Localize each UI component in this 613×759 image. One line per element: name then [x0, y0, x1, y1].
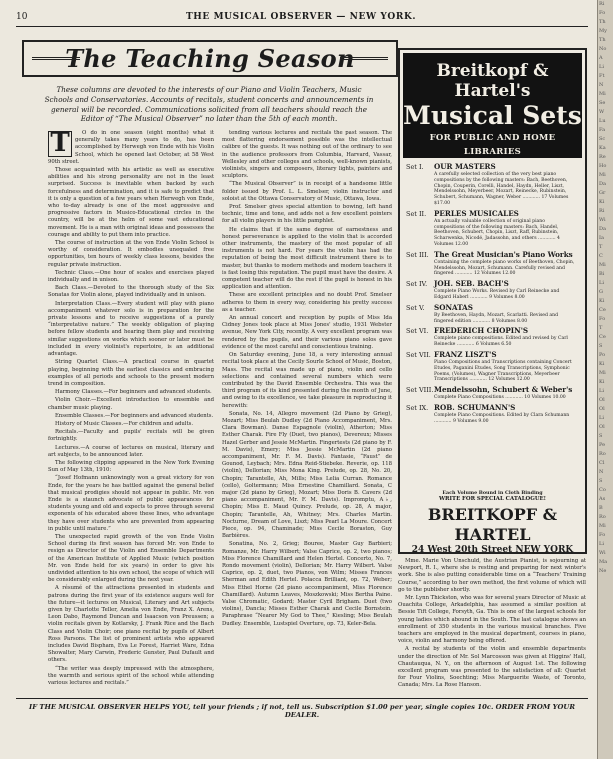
edge-fragment: Se — [599, 100, 606, 106]
edge-fragment: T — [599, 244, 603, 250]
edge-fragment: Wi — [599, 550, 606, 556]
ad-set-number: Set IX. — [406, 403, 429, 412]
edge-fragment: S — [599, 343, 603, 349]
edge-fragment: Mi — [599, 523, 606, 529]
facing-page-edge — [597, 0, 613, 759]
edge-fragment: Th — [599, 19, 606, 25]
section-intro: These columns are devoted to the interests of our Piano and Violin Teachers, Music Schools and Conservatories. Accounts of recitals, student concerts and announcements in general will be recorded. Communications solicited from all teachers should reach the Editor of “The Musical Observer” no later than the 5th of each month. — [44, 85, 374, 124]
paragraph: The unexpected rapid growth of the von Ende Violin School during its first season has forced Mr. von Ende to resign as Director of the Violin and Ensemble Departments of the American Institute of Applied Music (which position Mr. von Ende held for six years) in order to give his undivided attention to his own school, the scope of which will be considerably enlarged during the next year. — [48, 533, 214, 584]
ad-set-number: Set II. — [406, 209, 427, 218]
ad-set-heading — [406, 403, 579, 413]
ad-set-name: PERLES MUSICALES — [434, 208, 519, 218]
edge-fragment: Mi — [599, 91, 606, 97]
edge-fragment: Pe — [599, 442, 606, 448]
edge-fragment: Li — [599, 415, 604, 421]
paragraph: Recitals.—Faculty and pupils' recitals will be given fortnightly. — [48, 429, 214, 443]
edge-fragment: G — [599, 289, 603, 295]
paragraph: “Josef Hofmann unknowingly won a great victory for von Ende, for the years he has battled against the general belief that musical prodigies should not appear in public. Mr. von Ende is a staunch advocate of public appearances for students young and old and expects to prove through several exponents of his educated above these lines, who advantage they have over students who are prevented from appearing in public until mature.” — [48, 475, 214, 532]
ad-set-heading — [406, 162, 579, 172]
edge-fragment: Sc — [599, 136, 606, 142]
ad-set-number: Set III. — [406, 250, 429, 259]
edge-fragment: Ki — [599, 379, 605, 385]
ad-set-item — [406, 250, 579, 277]
ad-set-item — [406, 162, 579, 207]
page-number: 10 — [16, 12, 28, 22]
edge-fragment: Gr — [599, 190, 606, 196]
ad-headline: Musical Sets — [403, 101, 582, 130]
edge-fragment: Mi — [599, 370, 606, 376]
edge-fragment: Lu — [599, 118, 606, 124]
ad-set-description: By Beethoven, Haydn, Mozart, Scarlatti. Revised and fingered edition ............ 8 Volumes 8.00 — [434, 312, 559, 324]
edge-fragment: Ki — [599, 361, 605, 367]
ad-set-description: Complete Piano Works. Revised by Carl Reinecke and Edgard Haberl ............ 9 Volumes 8.00 — [434, 289, 560, 300]
paragraph: History of Music Classes.—For children and adults. — [55, 420, 194, 427]
edge-fragment: Cl — [599, 460, 605, 466]
ad-set-item — [406, 303, 579, 325]
edge-fragment: Ne — [599, 568, 607, 574]
paragraph: Interpretation Class.—Every student will play with piano accompaniment whatever solo is in preparation for the private lessons and to receive suggestions of a purely “interpretative nature.” The weekly obligation of playing before fellow students and hearing them play and receiving similar suggestions on works which sooner or later must be included in every violinist's repertoire, is an additional advantage. — [48, 300, 214, 358]
ad-publisher: BREITKOPF & HARTEL — [427, 505, 558, 544]
ad-set-list — [406, 162, 579, 427]
edge-fragment: Re — [599, 154, 606, 160]
paragraph: Mr. Lynn Thickston, who was for several years Director of Music at Ouachita College, Arkadelphia, has assumed a similar position at Bessie Tift College, Forsyth, Ga. This is one of the largest schools for young ladies which abound in the South. The last catalogue shows an enrollment of 350 students in the various musical branches. Five teachers are employed in the musical department, courses in piano, voice, violin and harmony being offered. — [398, 595, 586, 645]
paragraph: Prof. Smelser gives special attention to bowing, left hand technic, time and tone, and adds not a few excellent pointers for all violin players in his little pamphlet. — [222, 204, 392, 225]
ad-set-number: Set V. — [406, 303, 425, 312]
ad-set-name: FRANZ LISZT'S — [434, 349, 497, 359]
ad-binding-note: Each Volume Bound in Cloth Binding — [442, 490, 543, 496]
paragraph: Lectures.—A course of lectures on musical, literary and art subjects, to be announced later. — [48, 444, 214, 458]
edge-fragment: A — [599, 55, 603, 61]
edge-fragment: Bi — [599, 271, 605, 277]
edge-fragment: T — [599, 325, 603, 331]
section-title: The Teaching Season — [22, 40, 398, 77]
ad-set-description: Complete Piano Compositions ............ 10 Volumes 10.00 — [434, 395, 566, 401]
edge-fragment: Ce — [599, 307, 606, 313]
ad-address: 24 West 20th Street NEW YORK — [411, 545, 574, 555]
edge-fragment: S — [599, 433, 603, 439]
edge-fragment: Ki — [599, 199, 605, 205]
edge-fragment: Wi — [599, 217, 606, 223]
edge-fragment: Li — [599, 280, 604, 286]
paragraph: On Saturday evening, June 18, a very interesting annual recital took place at the Cecily Sourle School of Music, Boston, Mass. The recital was made up of piano, violin and cello selections and contained several numbers which were contributed by the David Ensemble Orchestra. This was the third program of its kind presented during the month of June, and owing to its excellence, we take pleasure in reproducing it herewith: — [222, 352, 392, 409]
ad-set-item — [406, 385, 579, 401]
edge-fragment: My — [599, 28, 607, 34]
edge-fragment: Ce — [599, 334, 606, 340]
ad-publisher-name: Breitkopf & Hartel's — [436, 61, 549, 101]
paragraph: The course of instruction at the von Ende Violin School is worthy of consideration. It embodies unequaled free opportunities, ten hours of weekly class lessons, besides the regular private instruction. — [48, 240, 214, 268]
drop-cap: T — [48, 131, 72, 157]
ad-set-name: ROB. SCHUMANN'S — [434, 402, 516, 412]
ad-set-description: A carefully selected collection of the very best piano compositions by the following masters: Bach, Beethoven, Chopin, Couperin, Corelli, Handel, Haydn, Heller, Liszt, Mendelssohn, Meyerbeer, Mozart, Reinecke, Rubinstein, Schubert, Schumann, Wagner, Weber ............ 17 Volumes $17.00 — [434, 172, 569, 206]
paragraph: He claims that if the same degree of earnestness and honest perseverance is applied to the violin that is accorded other instruments, the mastery of the most popular of all instruments is not hard. For years the violin has had the reputation of being the most difficult instrument there is to master, but thanks to modern methods and modern teachers it is fast losing this reputation. The pupil must have the desire. A competent teacher will do the rest if the pupil is honest in his application and attention. — [222, 226, 392, 291]
edge-fragment: Th — [599, 37, 606, 43]
edge-fragment: B — [599, 505, 603, 511]
page-footer: IF THE MUSICAL OBSERVER HELPS YOU, tell your friends ; if not, tell us. Subscription $1.00 per year, single copies 10c. ORDER FROM YOUR DEALER. — [29, 703, 575, 719]
ad-set-number: Set IV. — [406, 280, 428, 289]
footer-rule — [16, 698, 588, 699]
ad-set-heading — [406, 279, 579, 289]
breitkopf-advertisement — [398, 48, 587, 554]
paragraph: A résumé of the attractions presented in students and patrons during the first year of its existence augurs well for the future—it lectures on Musical, Literary and Art subjects given by Charlotte Teller, Amelia von Ende, Franz X. Arens, Leon Dabo, Raymond Duncan and Isaacson von Preussen; a violin recitals given by Kotlarsky, J. Frank Rice and the Bach Class and Violin Choir; one piano recital by pupils of Albert Ross Parsons. The list of prominent artists who appeared includes David Bispham, Eva Le Forest, Harriet Ware, Edna Showalter, Mary Carwin, Frederic Gunster, Paul Dufault and others. — [48, 585, 214, 664]
edge-fragment: Mi — [599, 172, 606, 178]
ad-set-heading — [406, 209, 579, 219]
header-rule — [16, 26, 588, 27]
paragraph: String Quartet Class.—A practical course in quartet playing, beginning with the earliest classics and embracing examples of all periods and schools to the present modern trend in composition. — [48, 359, 214, 387]
edge-fragment: Ft — [599, 73, 605, 79]
ad-set-item — [406, 403, 579, 425]
paragraph: The following clipping appeared in the New York Evening Sun of May 13th, 1910: — [48, 459, 214, 474]
ad-set-number: Set VI. — [406, 327, 429, 336]
ad-set-description: Complete piano compositions. Edited and revised by Carl Reinecke ............ 6 Volumes 6.50 — [434, 336, 568, 348]
ad-set-item — [406, 279, 579, 301]
edge-fragment: Da — [599, 181, 606, 187]
ad-set-description: An actually valuable collection of original piano compositions of the following masters: Bach, Handel, Beethoven, Schubert, Chopin, Liszt, Raff, Rubinstein, Scharwenka, Nicodé, Jadassohn, and others ............ 4 Volumes 12.00 — [434, 218, 560, 247]
article-column-1 — [48, 130, 214, 695]
ad-set-heading — [406, 350, 579, 360]
edge-fragment: W — [599, 109, 605, 115]
edge-fragment: Li — [599, 388, 604, 394]
ad-set-item — [406, 350, 579, 383]
magazine-title: THE MUSICAL OBSERVER — NEW YORK. — [186, 12, 417, 22]
ad-set-description: Containing the complete piano works of Beethoven, Chopin, Mendelssohn, Mozart, Schumann. Carefully revised and fingered ............ 12 Volumes 12.00 — [434, 259, 575, 277]
edge-fragment: Fo — [599, 10, 606, 16]
edge-fragment: Ri — [599, 1, 605, 7]
edge-fragment: No — [599, 46, 607, 52]
ad-set-heading — [406, 303, 579, 313]
edge-fragment: Ol — [599, 424, 605, 430]
paragraph: Violin Choir.—Excellent introduction to ensemble and chamber music playing. — [48, 397, 214, 411]
paragraph: Harmony Classes.—For beginners and advanced students. — [55, 389, 212, 396]
ad-set-item — [406, 326, 579, 348]
article-column-3 — [398, 558, 586, 695]
edge-fragment: Ho — [599, 163, 607, 169]
edge-fragment: Ki — [599, 298, 605, 304]
edge-fragment: Co — [599, 487, 606, 493]
paragraph: An annual concert and reception by pupils of Miss Ida Cidney Jones took place at Miss Jones' studio, 1931 Webster avenue, New York City, recently. A very excellent program was rendered by the pupils, and their various piano solos gave evidence of the most careful and conscientious training. — [222, 315, 392, 350]
paragraph: Sonata, No. 14, Allegro movement (2d Piano by Grieg), Mozart; Miss Beulah Dudley (2d Piano Accompaniment, Mrs. Clara Bowman). Danse Espagnole (violin), Atherton; Miss Esther Charak. Fire Fly (Duet, two pianos), Devereux; Misses Hazel Gerber and Jessie McMartin. Fingertests (2d piano by F. M. Davis), Emery; Miss Jessie McMartin (2d piano accompaniment, Mr. F. M. Davis). Fantasie, “Faust” de Gounod, Leybach; Mrs. Edna Reid-Stiebeke. Reverie, op. 118 (violin), Dellorian; Miss Mona King. Prelude, op. 28, No. 20, Chopin; Tarantelle, Ah, Mills; Miss Lelia Curran. Romance (cello), Goltermann; Miss Ernestine Chamillard. Sonata, C major (2d piano by Grieg), Mozart; Miss Doris B. Cavers (2d piano accompaniment, Mr. F. M. Davis). Impromptu, A♭, Chopin; Miss E. Maud Quincy. Prelude, op. 28, A major, Chopin; Tarantelle, Ah, Whitney; Mrs. Charles Martin. Nocturne, Dream of Love, Liszt; Miss Pearl La Moure. Concert Piece, op. 94, Chaminade; Miss Cecile Boraston, Guy Barbières. — [222, 410, 392, 540]
edge-fragment: Mi — [599, 262, 606, 268]
edge-fragment: Ro — [599, 451, 606, 457]
edge-fragment: Ol — [599, 397, 605, 403]
edge-fragment: N — [599, 82, 604, 88]
paragraph: Those acquainted with his artistic as well as executive abilities and his strong personality are not in the least surprised. Success is inevitable when backed by such forcefulness and determination, and it is safe to predict that it is only a question of a few years when Herwegh von Ende, who to-day already is one of the most aggressive and progressive factors in Musico-Educational circles in the country, will be at the helm of some vast educational movement. He is a man with original ideas and possesses the courage and ability to put them into practice. — [48, 167, 214, 238]
paragraph: “The Musical Observer” is in receipt of a handsome little folder issued by Prof. L. L. Smelser, violin instructor and soloist at the Ottawa Conservatory of Music, Ottawa, Iowa. — [222, 181, 392, 202]
paragraph: Bach Class.—Devoted to the thorough study of the Six Sonatas for Violin alone, played individually and in unison. — [48, 285, 214, 299]
edge-fragment: Fa — [599, 127, 606, 133]
ad-set-description: Piano Compositions and Transcriptions containing Concert Etudes, Paganini Etudes, Song Transcriptions, Symphonic Poems, (Volumes), Wagner Transcriptions, Meyerbeer Transcriptions ............ 12 Volumes 12.00 — [434, 359, 572, 383]
ad-set-item — [406, 209, 579, 248]
paragraph: Sonatina, No. 2, Grieg; Bouree, Master Guy Barbieri; Romanze, Mr. Harry Wilbert; Valse Caprice, op. 2, two pianos; Miss Florence Chamillard and Helen Hertel. Concerto, No. 7, Rondo movement (violin), Dellorian; Mr. Harry Wilbert. Valse Caprice, op. 2, duet, two Pianos, von Wilm; Misses Frances Sherman and Edith Hertel. Polacca Brilliant, op. 72, Weber; Miss Ethel Horne (2d piano accompaniment, Miss Florence Chamillard). Autumn Leaves, Moszkowski; Miss Bertha Paine. Valse Chromatic, Godard; Master Cyril Brigham. Duet (two violins), Dancla; Misses Esther Charak and Cecile Bornstein. Paraphrase “Nearer My God to Thee,” Kiesling; Miss Beulah Dudley. Ensemble, Lustspiel Overture, op. 73, Keler-Bela. — [222, 541, 392, 627]
edge-fragment: Li — [599, 541, 604, 547]
edge-fragment: Ro — [599, 514, 606, 520]
ad-set-heading — [406, 250, 579, 260]
ad-set-number: Set VII. — [406, 350, 431, 359]
ad-set-number: Set I. — [406, 163, 424, 171]
paragraph: “The writer was deeply impressed with the atmosphere, the warmth and serious spirit of the school while attending various lectures and recitals.” — [48, 665, 214, 687]
paragraph: O do in one season (eight months) what it generally takes many years to do, has been accomplished by Herwegh von Ende with his Violin School, which he opened last October, at 58 West 90th street. — [48, 130, 214, 165]
ad-set-name: Mendelssohn, Schubert & Weber's — [434, 385, 573, 395]
edge-fragment: Da — [599, 226, 606, 232]
ad-footer — [406, 490, 579, 556]
ad-banner — [403, 53, 582, 158]
edge-fragment: N — [599, 469, 604, 475]
paragraph: Mme. Marie Von Unschuld, the Austrian Pianist, is sojourning at Newport, R. I., where she is resting and preparing for next winter's work. She is also putting considerable time on a “Teachers' Training Course,” according to her own method, the first volume of which will go to the publisher shortly. — [398, 558, 586, 593]
edge-fragment: Ia — [599, 235, 604, 241]
edge-fragment: Po — [599, 352, 606, 358]
ad-set-description: Complete Piano Compositions. Edited by Clara Schumann ............ 9 Volumes 9.00 — [434, 412, 570, 424]
article-column-2 — [222, 130, 392, 695]
paragraph: Technic Class.—One hour of scales and exercises played individually and in unison. — [48, 269, 214, 284]
ad-set-name: OUR MASTERS — [434, 162, 496, 171]
ad-set-name: JOH. SEB. BACH'S — [434, 279, 509, 289]
ad-set-name: FREDERICH CHOPIN'S — [434, 326, 529, 336]
edge-fragment: Ma — [599, 559, 608, 565]
ad-set-name: The Great Musician's Piano Works — [434, 249, 573, 259]
edge-fragment: Ol — [599, 406, 605, 412]
ad-set-name: SONATAS — [434, 302, 473, 312]
paragraph: Ensemble Classes.—For beginners and advanced students. — [55, 412, 214, 419]
ad-set-heading — [406, 385, 579, 395]
ad-set-number: Set VIII. — [406, 386, 434, 395]
edge-fragment: As — [599, 496, 606, 502]
ad-subheadline: FOR PUBLIC AND HOME LIBRARIES — [429, 133, 556, 157]
edge-fragment: Li — [599, 64, 604, 70]
edge-fragment: S — [599, 478, 603, 484]
edge-fragment: Ri — [599, 208, 605, 214]
ad-set-heading — [406, 326, 579, 336]
edge-fragment: Ka — [599, 145, 606, 151]
running-header — [16, 12, 588, 24]
paragraph: tending various lectures and recitals the past season. The most flattering endorsement possible was the intellectual calibre of the guests. It was nothing out of the ordinary to see in the audience professors from Columbia, Harvard, Vassar, Wellesley and other colleges and schools, well-known pianists, violinists, singers and composers, literary lights, painters and sculptors. — [222, 130, 392, 180]
ad-catalogue-note: WRITE FOR SPECIAL CATALOGUE! — [439, 496, 546, 502]
edge-fragment: Fo — [599, 316, 606, 322]
paragraph: A recital by students of the violin and ensemble departments under the direction of Mr. Sol Marcosson was given at Higgins' Hall, Chautauqua, N. Y., on the afternoon of August 1st. The following excellent program was presented to the satisfaction of all: Quartet for Four Violins, Soechting; Miss Marguerite Waste, of Toronto, Canada; Mrs. La Rose Hanson. — [398, 646, 586, 689]
edge-fragment: C — [599, 253, 603, 259]
edge-fragment: Fo — [599, 532, 606, 538]
paragraph: These are excellent principles and no doubt Prof. Smelser adheres to them in every way, considering his pretty success as a teacher. — [222, 292, 392, 313]
